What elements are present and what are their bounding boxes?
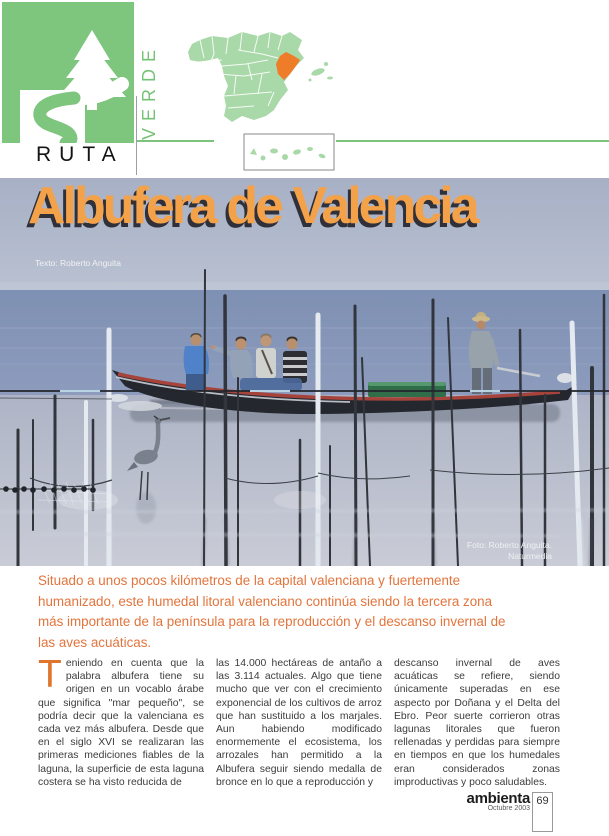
ruta-verde-logo [2,2,134,143]
page-number: 69 [536,795,549,807]
lead-line: más importante de la península para la reproducción y el descanso invernal de [38,614,506,629]
article-column-1 [38,653,204,789]
article-body [38,653,560,789]
spain-map [178,10,340,176]
lead-line: Situado a unos pocos kilómetros de la capital valenciana y fuertemente [38,573,461,588]
spain-mainland [188,32,304,122]
article-column-3 [394,657,560,789]
issue-date: Octubre 2003 [487,805,530,812]
byline: Texto: Roberto Anguita [35,258,122,268]
magazine-logo: ambienta [466,790,530,807]
page-number-box [532,792,553,832]
hero-photo-albufera [0,178,609,566]
lead-line: humanizado, este humedal litoral valenciano continúa siendo la tercera zona [38,593,493,609]
verde-label: VERDE [139,42,159,140]
dropcap: T [38,653,62,696]
canary-islands-inset [244,134,334,170]
divider-vertical [136,96,137,175]
ruta-label: RUTA [36,143,124,166]
lead-line: las aves acuáticas. [38,634,152,650]
page-title: Albufera de Valencia [28,177,477,235]
balearic-islands [309,62,334,82]
photo-credit [467,540,552,562]
photo-credit-line1: Foto: Roberto Anguita. [466,540,552,550]
column-2-text: las 14.000 hectáreas de antaño a las 3.114 actuales. Algo que tiene mucho que ver con el crecimiento exponencial de los cultivos de arroz que han sustituido a los marjales. Aun habiendo modificado enormemente el ecosistema, los arrozales han permitido a la Albufera seguir siendo medalla de bronce en lo que a reproducción y [216,658,382,788]
column-3-text: descanso invernal de aves acuáticas se refiere, siendo únicamente superadas en ese aspecto por Doñana y el Delta del Ebro. Peor suerte corrieron otras lagunas litorales que fueron rellenadas y perdidas para siempre en tiempos en que los humedales eran considerados zonas improductivas y poco saludables. [394,658,560,788]
stern-rudder [557,373,573,383]
divider-green-right [336,140,609,142]
lead-paragraph [38,571,573,653]
column-1-text: eniendo en cuenta que la palabra albufera tiene su origen en un vocablo árabe que significa "mar pequeño", se podría decir que la valenciana es cada vez más albufera. Desde que en el siglo XVI se realizaran las primeras mediciones fiables de la laguna, la superficie de esta laguna costera se ha visto reducida de [38,658,204,788]
photo-credit-line2: Naturmedia [508,551,552,561]
article-column-2 [216,657,382,789]
